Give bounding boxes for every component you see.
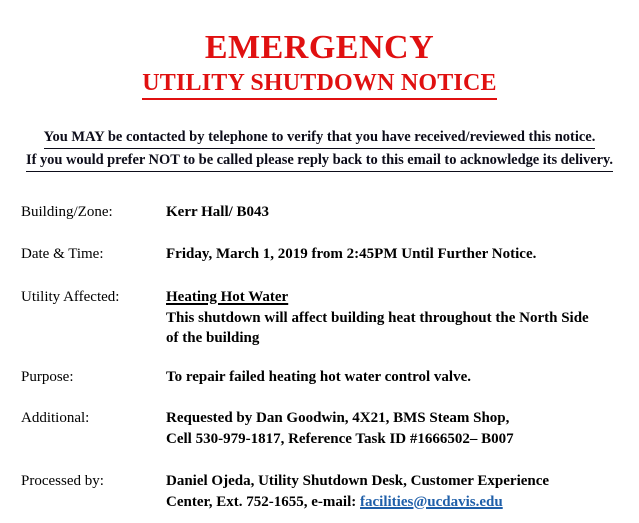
field-label-processed-by: Processed by: (21, 473, 104, 490)
page-subtitle: UTILITY SHUTDOWN NOTICE (142, 70, 496, 101)
notice-block (0, 126, 639, 171)
field-label-datetime: Date & Time: (21, 246, 104, 263)
notice-line-1: You MAY be contacted by telephone to verify that you have received/reviewed this notice. (44, 127, 596, 149)
field-value-building: Kerr Hall/ B043 (166, 203, 270, 220)
field-row-processed-by (21, 471, 639, 512)
utility-detail-line-2: of the building (166, 330, 260, 347)
notice-line-2: If you would prefer NOT to be called please reply back to this email to acknowledge its delivery. (26, 150, 613, 172)
document-title-block (0, 0, 639, 100)
field-row-utility (21, 287, 639, 349)
field-label-building: Building/Zone: (21, 203, 113, 220)
processed-line-2 (166, 492, 639, 513)
field-value-purpose: To repair failed heating hot water control valve. (166, 369, 471, 386)
additional-line-1: Requested by Dan Goodwin, 4X21, BMS Steam Shop, (166, 409, 510, 426)
field-value-datetime: Friday, March 1, 2019 from 2:45PM Until Further Notice. (166, 246, 537, 263)
field-value-processed-by (166, 471, 639, 512)
field-label-additional: Additional: (21, 409, 90, 426)
processed-contact-text: Center, Ext. 752-1655, e-mail: (166, 493, 360, 510)
field-label-utility: Utility Affected: (21, 289, 120, 306)
processed-line-1: Daniel Ojeda, Utility Shutdown Desk, Customer Experience (166, 473, 550, 490)
utility-heading: Heating Hot Water (166, 289, 289, 306)
utility-detail-line-1: This shutdown will affect building heat throughout the North Side (166, 309, 589, 326)
field-row-building (21, 202, 639, 223)
field-row-additional (21, 408, 639, 449)
field-row-datetime (21, 244, 639, 265)
field-value-utility (166, 287, 639, 349)
field-row-purpose (21, 367, 639, 388)
field-label-purpose: Purpose: (21, 369, 74, 386)
email-link[interactable]: facilities@ucdavis.edu (360, 493, 503, 510)
page-title: EMERGENCY (204, 29, 435, 66)
field-value-additional (166, 408, 639, 449)
additional-line-2: Cell 530-979-1817, Reference Task ID #1666502– B007 (166, 430, 514, 447)
details-block (0, 202, 639, 513)
